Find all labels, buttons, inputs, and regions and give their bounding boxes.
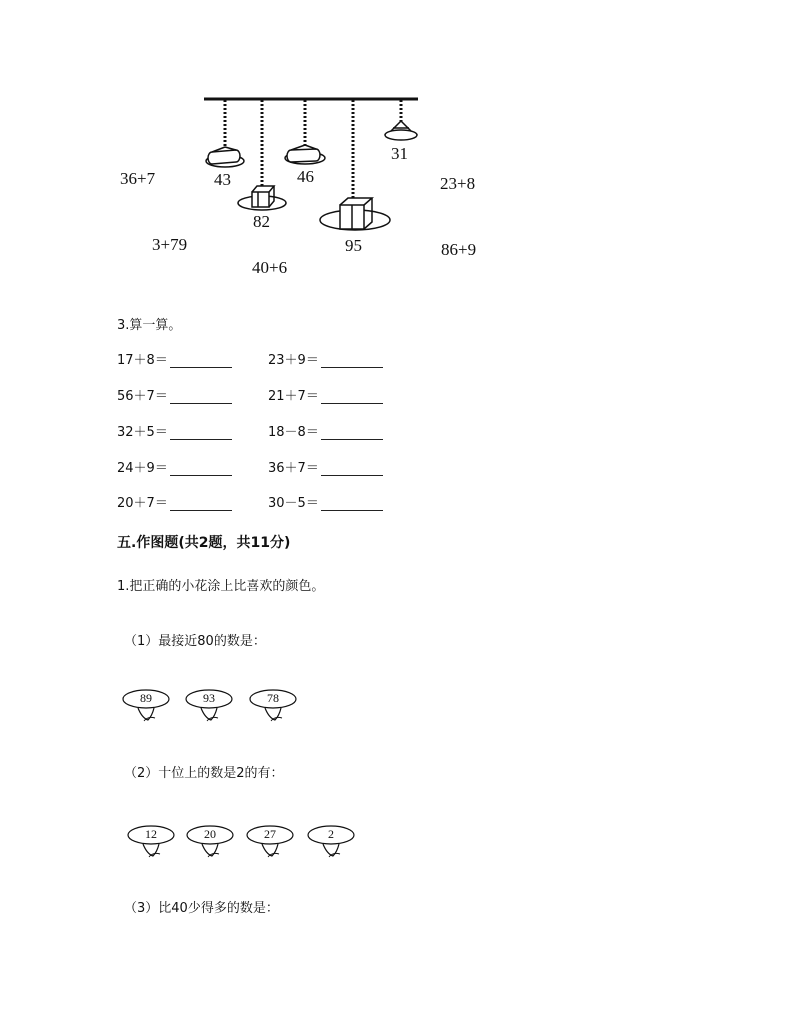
- lamp-label: 82: [253, 212, 270, 231]
- calc-item: [117, 421, 232, 440]
- expression: 86+9: [441, 240, 477, 259]
- lamp-cube-82: [238, 186, 286, 210]
- calc-expression: 20＋7＝: [117, 496, 168, 511]
- lamp-cylinder-46: [285, 145, 325, 164]
- calc-expression: 56＋7＝: [117, 389, 168, 404]
- flower-option[interactable]: [246, 824, 298, 864]
- answer-blank[interactable]: [170, 389, 232, 404]
- flower-option[interactable]: [249, 688, 301, 728]
- lamp-cone-31: [385, 121, 417, 140]
- calc-expression: 23＋9＝: [268, 353, 319, 368]
- calc-expression: 18－8＝: [268, 425, 319, 440]
- calc-item: [268, 349, 383, 368]
- part-2-label: （2）十位上的数是2的有：: [124, 766, 284, 781]
- flower-option[interactable]: [307, 824, 359, 864]
- question-1-text: 1.把正确的小花涂上比喜欢的颜色。: [117, 579, 325, 594]
- expression: 36+7: [120, 169, 156, 188]
- answer-blank[interactable]: [321, 496, 383, 511]
- calc-item: [268, 492, 383, 511]
- expression: 23+8: [440, 174, 476, 193]
- answer-blank[interactable]: [321, 425, 383, 440]
- calc-expression: 24＋9＝: [117, 461, 168, 476]
- lamp-cube-95: [320, 198, 390, 230]
- calc-expression: 36＋7＝: [268, 461, 319, 476]
- calc-expression: 30－5＝: [268, 496, 319, 511]
- part-3-label: （3）比40少得多的数是：: [124, 901, 279, 916]
- flower-number: 20: [204, 827, 216, 841]
- answer-blank[interactable]: [170, 425, 232, 440]
- flower-number: 2: [328, 827, 334, 841]
- calc-item: [117, 457, 232, 476]
- flower-number: 27: [264, 827, 276, 841]
- answer-blank[interactable]: [170, 496, 232, 511]
- flower-option[interactable]: [185, 688, 237, 728]
- lamp-label: 46: [297, 167, 314, 186]
- expression: 3+79: [152, 235, 188, 254]
- lamp-label: 95: [345, 236, 362, 255]
- answer-blank[interactable]: [321, 461, 383, 476]
- flower-number: 93: [203, 691, 215, 705]
- flower-option[interactable]: [127, 824, 179, 864]
- question-3-title: 3.算一算。: [117, 318, 182, 333]
- flower-number: 78: [267, 691, 279, 705]
- flower-number: 89: [140, 691, 152, 705]
- calc-item: [268, 421, 383, 440]
- calc-expression: 21＋7＝: [268, 389, 319, 404]
- answer-blank[interactable]: [170, 353, 232, 368]
- calc-item: [268, 457, 383, 476]
- part-1-label: （1）最接近80的数是：: [124, 634, 266, 649]
- calc-item: [117, 385, 232, 404]
- flower-number: 12: [145, 827, 157, 841]
- lamp-label: 43: [214, 170, 231, 189]
- calc-item: [117, 492, 232, 511]
- flower-option[interactable]: [122, 688, 174, 728]
- expression: 40+6: [252, 258, 288, 277]
- calc-item: [117, 349, 232, 368]
- flower-option[interactable]: [186, 824, 238, 864]
- section-5-title: 五.作图题(共2题，共11分): [117, 535, 291, 551]
- lamp-cylinder-43: [206, 147, 244, 167]
- answer-blank[interactable]: [321, 353, 383, 368]
- answer-blank[interactable]: [321, 389, 383, 404]
- answer-blank[interactable]: [170, 461, 232, 476]
- calc-expression: 17＋8＝: [117, 353, 168, 368]
- lamp-label: 31: [391, 144, 408, 163]
- calc-item: [268, 385, 383, 404]
- calc-expression: 32＋5＝: [117, 425, 168, 440]
